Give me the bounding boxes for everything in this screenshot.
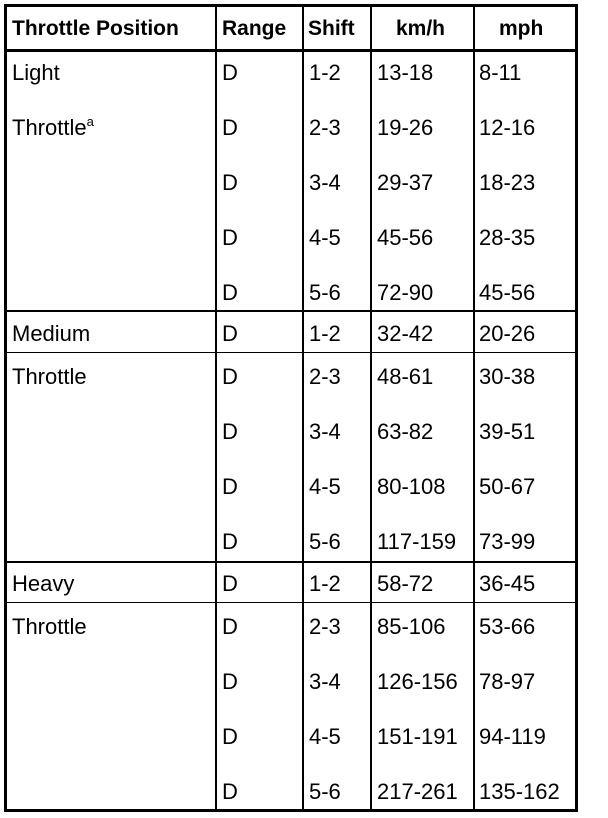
header-range: Range — [222, 17, 287, 40]
cell-mph: 53-66 — [479, 614, 536, 639]
cell-shift: 4-5 — [309, 474, 341, 499]
cell-kmh: 13-18 — [377, 60, 434, 85]
header-kmh: km/h — [396, 17, 446, 40]
cell-kmh: 45-56 — [377, 225, 434, 250]
cell-shift: 5-6 — [309, 779, 341, 804]
cell-mph: 135-162 — [479, 779, 560, 804]
cell-range: D — [222, 60, 238, 85]
cell-range: D — [222, 669, 238, 694]
position-label: Light — [12, 60, 60, 85]
cell-range: D — [222, 571, 238, 596]
cell-mph: 45-56 — [479, 280, 536, 305]
cell-range: D — [222, 419, 238, 444]
column-divider — [215, 7, 217, 809]
cell-range: D — [222, 115, 238, 140]
cell-range: D — [222, 225, 238, 250]
cell-kmh: 32-42 — [377, 321, 434, 346]
cell-kmh: 85-106 — [377, 614, 446, 639]
group-divider — [7, 352, 575, 353]
group-divider — [7, 602, 575, 603]
cell-range: D — [222, 280, 238, 305]
cell-shift: 5-6 — [309, 529, 341, 554]
cell-range: D — [222, 321, 238, 346]
header-mph: mph — [499, 17, 544, 40]
header-divider — [7, 49, 575, 52]
cell-kmh: 117-159 — [377, 529, 457, 554]
cell-mph: 73-99 — [479, 529, 536, 554]
cell-kmh: 72-90 — [377, 280, 434, 305]
cell-mph: 94-119 — [479, 724, 546, 749]
cell-kmh: 63-82 — [377, 419, 434, 444]
cell-mph: 28-35 — [479, 225, 536, 250]
cell-mph: 12-16 — [479, 115, 536, 140]
cell-mph: 30-38 — [479, 364, 536, 389]
position-label: Heavy — [12, 571, 75, 596]
cell-range: D — [222, 779, 238, 804]
shift-speed-table — [4, 4, 578, 812]
position-label: Medium — [12, 321, 91, 346]
cell-shift: 5-6 — [309, 280, 341, 305]
cell-kmh: 126-156 — [377, 669, 458, 694]
cell-kmh: 48-61 — [377, 364, 434, 389]
cell-range: D — [222, 170, 238, 195]
cell-range: D — [222, 614, 238, 639]
cell-kmh: 19-26 — [377, 115, 434, 140]
cell-mph: 78-97 — [479, 669, 536, 694]
cell-mph: 8-11 — [479, 60, 522, 85]
cell-shift: 3-4 — [309, 170, 341, 195]
cell-mph: 39-51 — [479, 419, 536, 444]
cell-range: D — [222, 364, 238, 389]
cell-mph: 20-26 — [479, 321, 536, 346]
cell-shift: 2-3 — [309, 115, 341, 140]
cell-mph: 36-45 — [479, 571, 536, 596]
cell-shift: 2-3 — [309, 614, 341, 639]
cell-mph: 18-23 — [479, 170, 536, 195]
cell-shift: 3-4 — [309, 669, 341, 694]
group-divider — [7, 310, 575, 312]
cell-kmh: 29-37 — [377, 170, 434, 195]
cell-range: D — [222, 724, 238, 749]
cell-range: D — [222, 474, 238, 499]
cell-shift: 3-4 — [309, 419, 341, 444]
column-divider — [370, 7, 372, 809]
cell-kmh: 217-261 — [377, 779, 458, 804]
group-divider — [7, 561, 575, 563]
cell-shift: 1-2 — [309, 571, 341, 596]
position-label: Throttle — [12, 614, 87, 639]
cell-kmh: 151-191 — [377, 724, 458, 749]
footnote-marker: a — [86, 114, 94, 129]
cell-shift: 4-5 — [309, 225, 341, 250]
column-divider — [473, 7, 475, 809]
position-label: Throttle — [12, 364, 87, 389]
cell-kmh: 80-108 — [377, 474, 446, 499]
header-shift: Shift — [308, 17, 355, 40]
cell-shift: 1-2 — [309, 321, 341, 346]
position-label: Throttle$^a$ — [12, 114, 94, 140]
cell-shift: 2-3 — [309, 364, 341, 389]
cell-mph: 50-67 — [479, 474, 536, 499]
header-throttle-position: Throttle Position — [12, 17, 179, 40]
cell-kmh: 58-72 — [377, 571, 434, 596]
column-divider — [302, 7, 304, 809]
cell-range: D — [222, 529, 238, 554]
cell-shift: 4-5 — [309, 724, 341, 749]
cell-shift: 1-2 — [309, 60, 341, 85]
